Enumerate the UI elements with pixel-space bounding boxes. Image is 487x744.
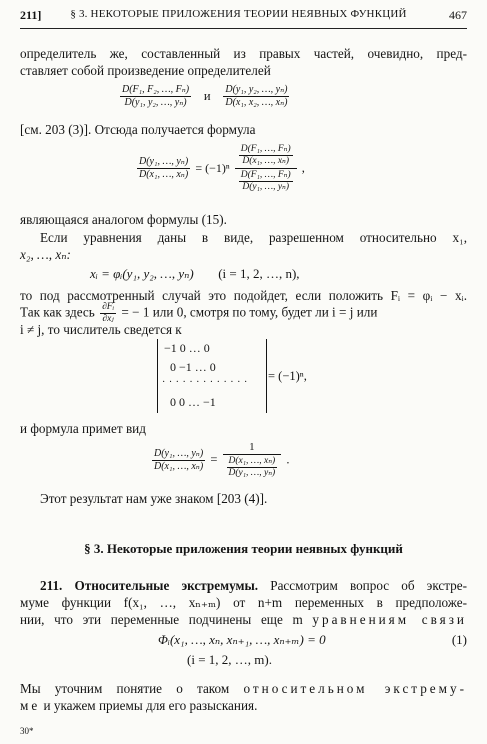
header-rule — [20, 28, 467, 29]
paragraph-4-line-2: x₂, …, xₙ: — [20, 247, 71, 262]
fraction-denominator: D(y₁, …, yₙ) — [228, 468, 276, 478]
formula-result — [150, 441, 289, 479]
section-ref: 211] — [20, 8, 42, 22]
text-segment: нии, что эти переменные подчинены еще m — [20, 612, 303, 627]
fraction-numerator: D(y₁, y₂, …, yₙ) — [225, 84, 288, 95]
formula-determinants-product — [118, 84, 291, 109]
fraction-numerator: D(F₁, F₂, …, Fₙ) — [122, 84, 190, 95]
running-header — [20, 8, 467, 28]
formula-explicit-form — [90, 266, 300, 282]
text-segment: и укажем приемы для его разыскания. — [43, 698, 258, 713]
reciprocal-fraction — [223, 441, 282, 479]
determinant-row-1: −1 0 … 0 — [164, 341, 210, 355]
fraction-denominator: D(y₁, …, yₙ) — [242, 182, 290, 192]
paragraph-5-line-1: то под рассмотренный случай это подойдет, если положить Fᵢ = φᵢ − xᵢ. — [20, 288, 467, 303]
fraction-numerator: ∂Fᵢ — [102, 302, 115, 312]
text-segment: = − 1 или 0, смотря по тому, будет ли i = j или — [121, 304, 378, 320]
equals-sign: = — [210, 452, 218, 467]
item-number: 211. — [40, 578, 63, 593]
compound-numerator — [235, 144, 297, 169]
fraction-denominator: D(y₁, y₂, …, yₙ) — [124, 97, 187, 108]
paragraph-9-line-1 — [20, 680, 467, 697]
compound-denominator — [235, 169, 297, 193]
compound-fraction — [235, 144, 297, 193]
determinant-row-dots: · · · · · · · · · · · · · — [162, 377, 248, 388]
paragraph-8-line-1 — [20, 577, 467, 594]
item-heading: Относительные экстремумы. — [74, 578, 259, 593]
text-segment: Так как здесь — [20, 304, 95, 320]
paragraph-7: Этот результат нам уже знаком [203 (4)]. — [40, 491, 268, 506]
fraction-denominator: ∂xⱼ — [102, 314, 114, 324]
conjunction: и — [203, 89, 211, 103]
paragraph-2: [см. 203 (3)]. Отсюда получается формула — [20, 122, 256, 137]
paragraph-8-line-2: муме функции f(x₁, …, xₙ₊ₘ) от n+m переменных в предположе- — [20, 595, 467, 610]
paragraph-1-line-1: определитель же, составленный из правых частей, очевидно, пред- — [20, 46, 467, 61]
fraction-denominator: D(x₁, …, xₙ) — [154, 460, 204, 472]
reciprocal-denominator — [223, 455, 282, 479]
equation-number: (1) — [451, 632, 467, 647]
fraction-jacobian-f-y — [120, 84, 191, 109]
determinant-row-4: 0 0 … −1 — [170, 395, 216, 409]
determinant-row-2: 0 −1 … 0 — [170, 360, 216, 374]
paragraph-5-line-2 — [20, 302, 467, 322]
trailing-comma: , — [301, 161, 305, 175]
formula-main — [135, 144, 305, 193]
determinant — [157, 339, 267, 413]
spaced-emphasis: уравнениям связи — [312, 612, 467, 627]
spaced-emphasis: ме — [20, 698, 41, 713]
fraction-numerator: D(F₁, …, Fₙ) — [240, 144, 291, 154]
formula-range: (i = 1, 2, …, n), — [218, 266, 300, 281]
fraction-f-y — [239, 170, 293, 193]
printer-signature: 30* — [20, 726, 34, 736]
fraction-x-y — [227, 456, 278, 479]
formula-constraints: Φᵢ(x₁, …, xₙ, xₙ₊₁, …, xₙ₊ₘ) = 0 — [158, 632, 326, 647]
fraction-f-x — [239, 144, 293, 167]
reciprocal-numerator: 1 — [223, 441, 282, 455]
paragraph-6: и формула примет вид — [20, 421, 146, 436]
fraction-numerator: D(x₁, …, xₙ) — [228, 456, 276, 466]
fraction-denominator: D(x₁, …, xₙ) — [139, 169, 189, 180]
trailing-period: . — [286, 452, 290, 467]
fraction-numerator: D(y₁, …, yₙ) — [139, 156, 189, 167]
paragraph-4-line-1: Если уравнения даны в виде, разрешенном относительно x₁, — [40, 230, 467, 245]
text-segment: Рассмотрим вопрос об экстре- — [270, 578, 468, 593]
fraction-denominator: D(x₁, x₂, …, xₙ) — [225, 97, 288, 108]
paragraph-1-line-2: ставляет собой произведение определителей — [20, 63, 271, 78]
paragraph-5-line-3: i ≠ j, то числитель сведется к — [20, 322, 182, 337]
running-title: § 3. НЕКОТОРЫЕ ПРИЛОЖЕНИЯ ТЕОРИИ НЕЯВНЫХ ФУНКЦИЙ — [70, 8, 407, 20]
formula-constraints-range: (i = 1, 2, …, m). — [187, 652, 272, 667]
paragraph-8-line-3 — [20, 611, 467, 628]
fraction-lhs — [152, 448, 205, 473]
fraction-denominator: D(x₁, …, xₙ) — [242, 156, 290, 166]
determinant-value: = (−1)ⁿ, — [268, 369, 307, 383]
sign-factor: = (−1)ⁿ — [195, 161, 230, 175]
text-segment: Мы уточним понятие о таком — [20, 681, 230, 696]
spaced-emphasis: относительном экстрему- — [243, 681, 467, 696]
page-number: 467 — [449, 8, 467, 22]
fraction-jacobian-y-x — [223, 84, 289, 109]
formula-expression: xᵢ = φᵢ(y₁, y₂, …, yₙ) — [90, 266, 194, 281]
fraction-lhs — [137, 156, 190, 181]
section-heading: § 3. Некоторые приложения теории неявных функций — [84, 541, 403, 556]
fraction-numerator: D(y₁, …, yₙ) — [154, 447, 204, 459]
paragraph-3: являющаяся аналогом формулы (15). — [20, 212, 227, 227]
paragraph-9-line-2 — [20, 697, 467, 714]
fraction-numerator: D(F₁, …, Fₙ) — [240, 170, 291, 180]
